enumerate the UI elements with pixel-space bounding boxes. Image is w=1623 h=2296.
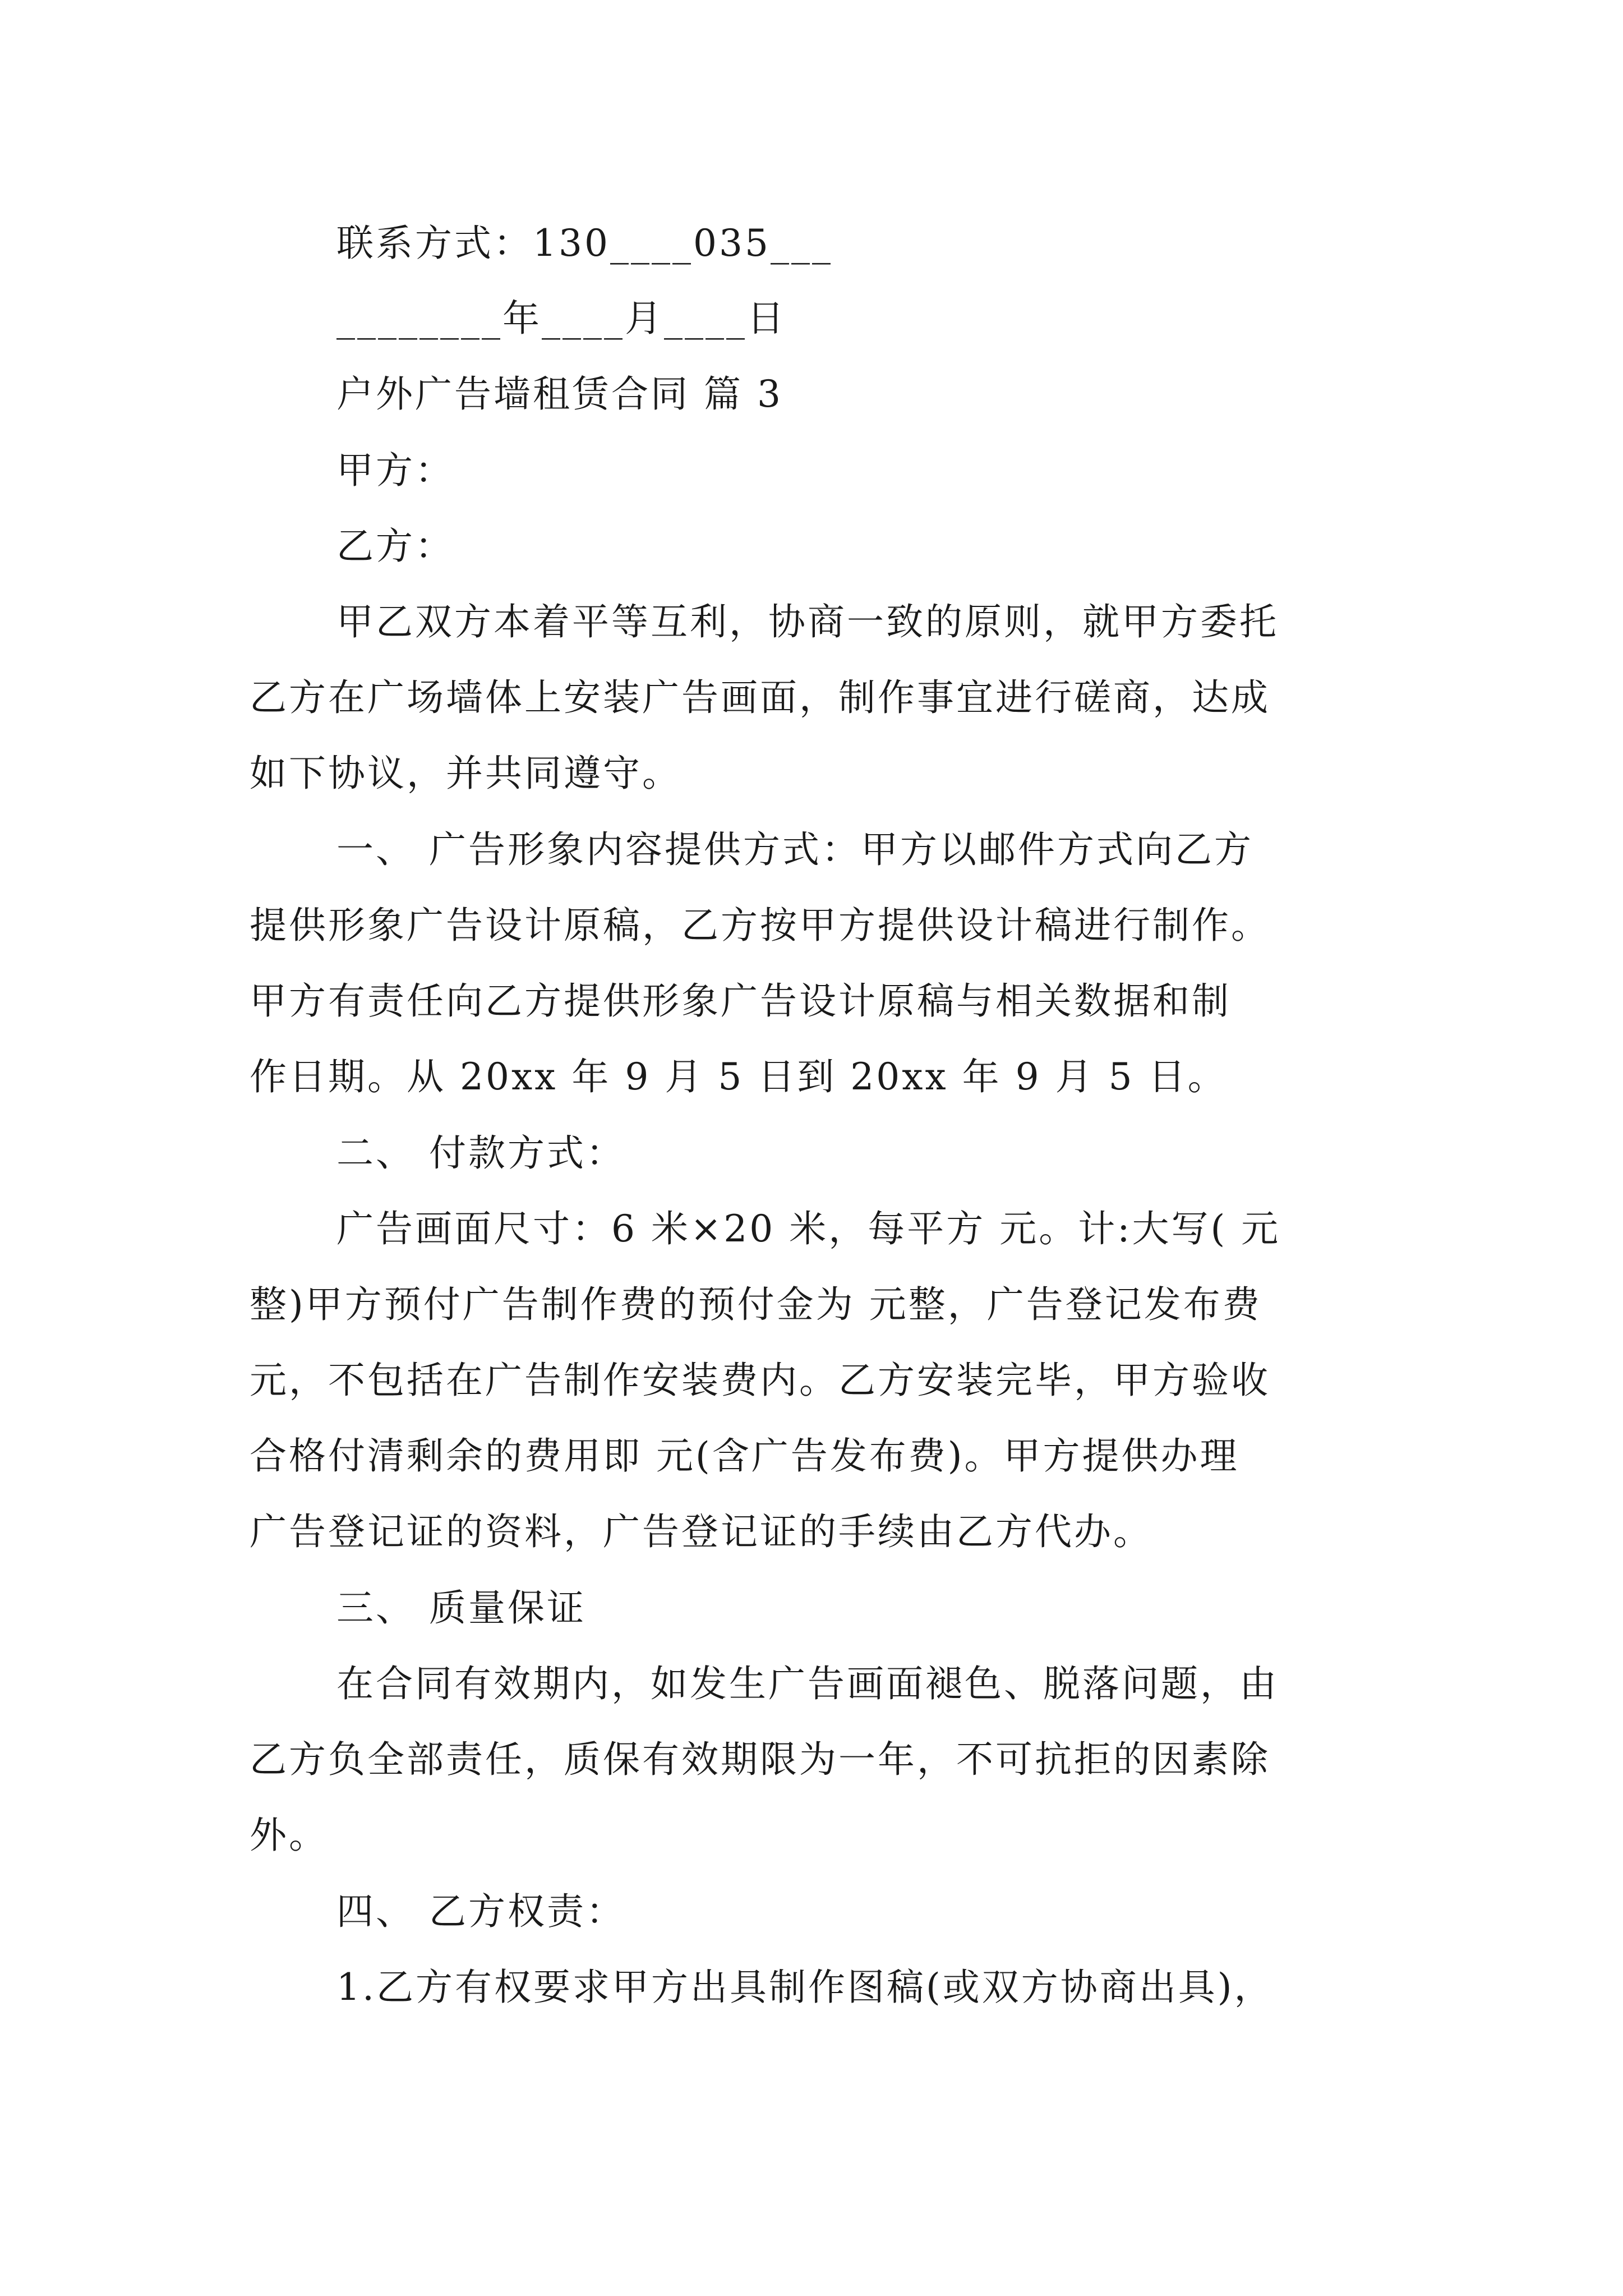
section2-line: 广告画面尺寸：6 米×20 米，每平方 元。计:大写( 元 — [336, 1207, 1281, 1250]
intro-line: 如下协议，并共同遵守。 — [250, 752, 681, 795]
section2-line: 整)甲方预付广告制作费的预付金为 元整，广告登记发布费 — [250, 1283, 1262, 1326]
section2-title: 二、 付款方式： — [336, 1131, 625, 1175]
section3-line: 在合同有效期内，如发生广告画面褪色、脱落问题，由 — [336, 1662, 1279, 1705]
section3-line: 外。 — [250, 1814, 328, 1857]
section3-line: 乙方负全部责任，质保有效期限为一年，不可抗拒的因素除 — [250, 1738, 1270, 1781]
contact-line: 联系方式：130____035___ — [336, 222, 833, 265]
section2-line: 元，不包括在广告制作安装费内。乙方安装完毕，甲方验收 — [250, 1359, 1270, 1402]
section1-line: 一、 广告形象内容提供方式：甲方以邮件方式向乙方 — [336, 828, 1253, 871]
contract-title: 户外广告墙租赁合同 篇 3 — [336, 372, 783, 416]
intro-line: 乙方在广场墙体上安装广告画面，制作事宜进行磋商，达成 — [250, 676, 1270, 719]
section2-line: 广告登记证的资料，广告登记证的手续由乙方代办。 — [250, 1510, 1152, 1553]
section1-line: 提供形象广告设计原稿，乙方按甲方提供设计稿进行制作。 — [250, 904, 1270, 947]
intro-line: 甲乙双方本着平等互利，协商一致的原则，就甲方委托 — [336, 600, 1279, 643]
section1-line: 甲方有责任向乙方提供形象广告设计原稿与相关数据和制 — [250, 979, 1231, 1023]
party-b: 乙方： — [336, 524, 454, 568]
date-line: ________年____月____日 — [336, 297, 786, 340]
party-a: 甲方： — [336, 449, 454, 492]
section2-line: 合格付清剩余的费用即 元(含广告发布费)。甲方提供办理 — [250, 1434, 1239, 1478]
section4-title: 四、 乙方权责： — [336, 1890, 625, 1933]
section3-title: 三、 质量保证 — [336, 1586, 586, 1630]
section1-line: 作日期。从 20xx 年 9 月 5 日到 20xx 年 9 月 5 日。 — [250, 1055, 1227, 1098]
section4-line: 1.乙方有权要求甲方出具制作图稿(或双方协商出具)， — [336, 1966, 1274, 2009]
